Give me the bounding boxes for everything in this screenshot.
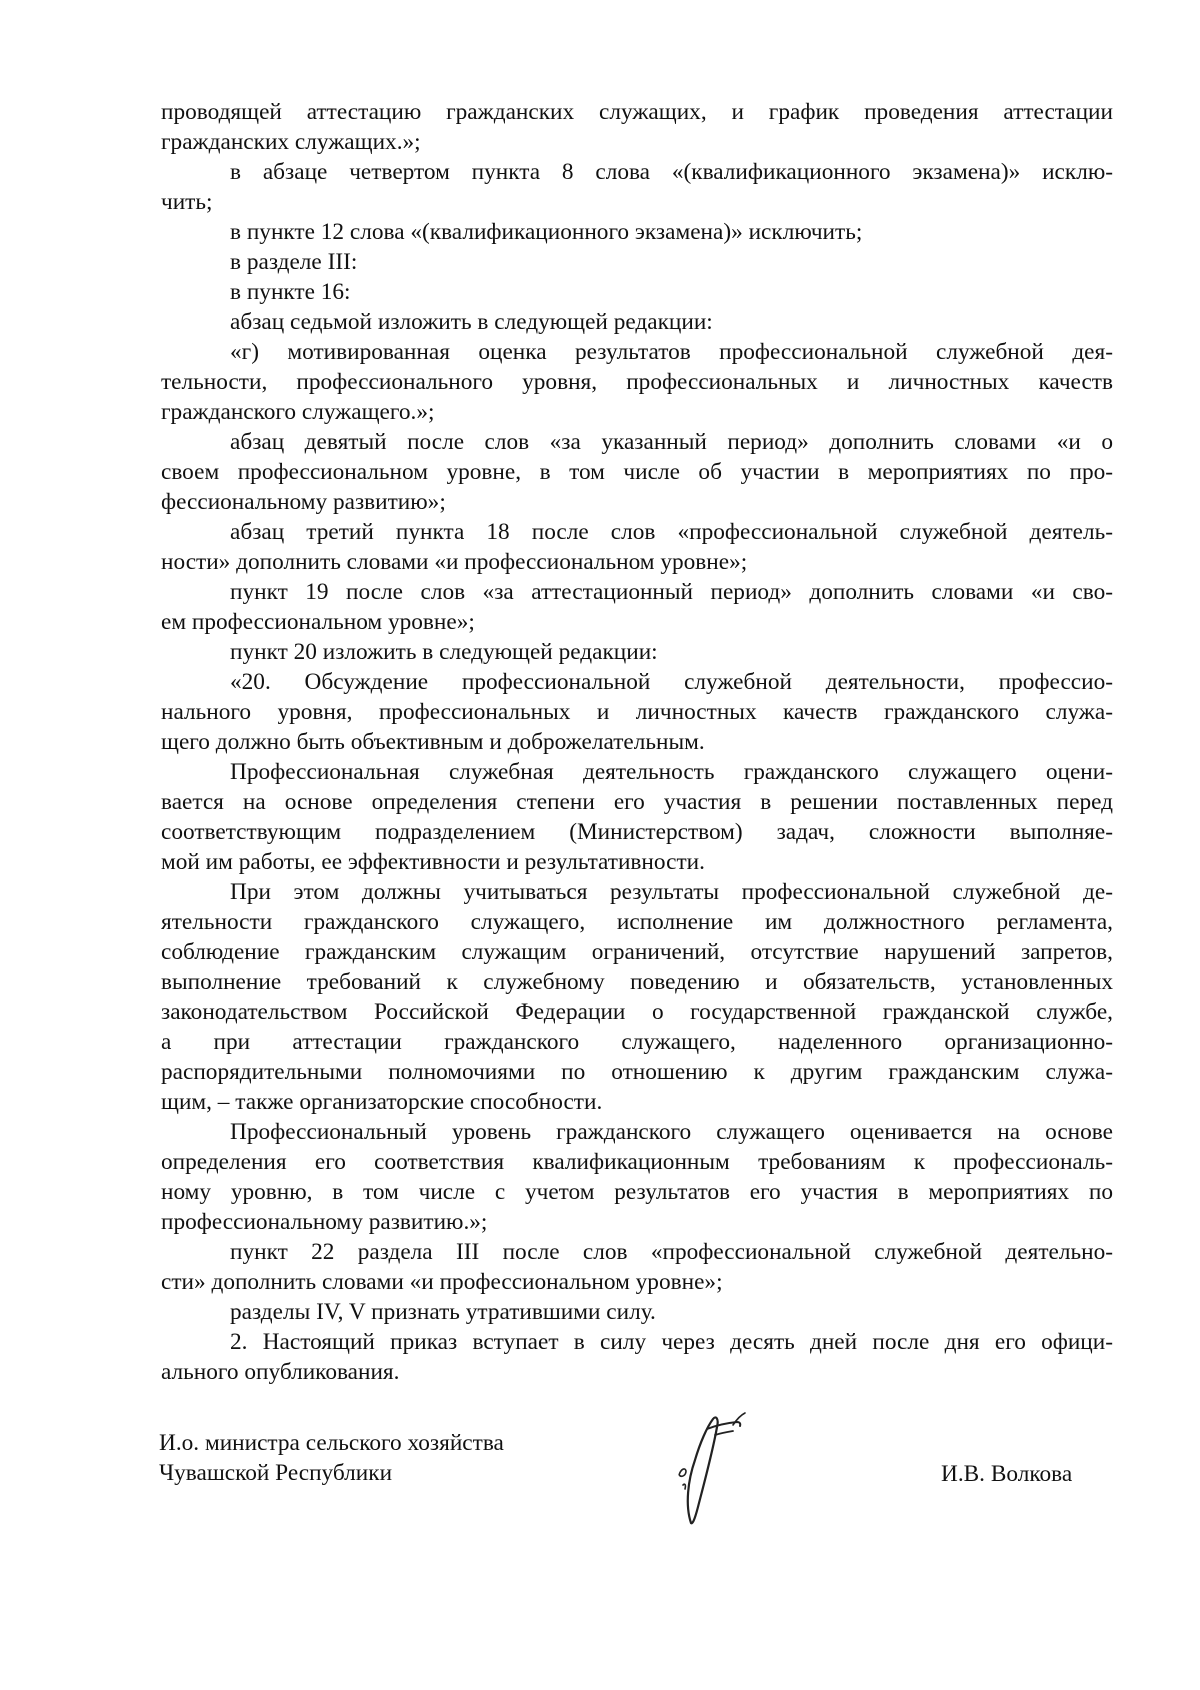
- paragraph: [161, 307, 1113, 337]
- paragraph-line: определения его соответствия квалификационным требованиям к профессиональ-: [161, 1149, 1113, 1175]
- paragraph: [161, 577, 1113, 637]
- paragraph-line: пункт 22 раздела III после слов «профессиональной служебной деятельно-: [230, 1239, 1113, 1265]
- paragraph: [161, 637, 1113, 667]
- paragraph-line: абзац девятый после слов «за указанный период» дополнить словами «и о: [230, 429, 1113, 455]
- paragraph-line: распорядительными полномочиями по отношению к другим гражданским служа-: [161, 1059, 1113, 1085]
- paragraph: [161, 1327, 1113, 1387]
- paragraph: [161, 277, 1113, 307]
- paragraph: [161, 877, 1113, 1117]
- paragraph-line: сти» дополнить словами «и профессиональном уровне»;: [161, 1269, 723, 1295]
- paragraph: [161, 1237, 1113, 1297]
- paragraph-line: При этом должны учитываться результаты профессиональной служебной де-: [230, 879, 1113, 905]
- paragraph-line: 2. Настоящий приказ вступает в силу через десять дней после дня его офици-: [230, 1329, 1113, 1355]
- paragraph: [161, 1117, 1113, 1237]
- paragraph: [161, 97, 1113, 157]
- paragraph-line: чить;: [161, 189, 213, 215]
- signatory-position-line-1: И.о. министра сельского хозяйства: [159, 1430, 504, 1456]
- document-body: [161, 97, 1113, 1387]
- paragraph-line: мой им работы, ее эффективности и результативности.: [161, 849, 705, 875]
- paragraph-line: ятельности гражданского служащего, исполнение им должностного регламента,: [161, 909, 1113, 935]
- paragraph-line: фессиональному развитию»;: [161, 489, 446, 515]
- paragraph-line: в пункте 16:: [230, 279, 351, 305]
- paragraph-line: вается на основе определения степени его участия в решении поставленных перед: [161, 789, 1113, 815]
- paragraph: [161, 337, 1113, 427]
- paragraph-line: гражданского служащего.»;: [161, 399, 435, 425]
- paragraph-line: своем профессиональном уровне, в том числе об участии в мероприятиях по про-: [161, 459, 1113, 485]
- paragraph-line: соблюдение гражданским служащим ограничений, отсутствие нарушений запретов,: [161, 939, 1113, 965]
- paragraph-line: в абзаце четвертом пункта 8 слова «(квалификационного экзамена)» исклю-: [230, 159, 1113, 185]
- paragraph-line: тельности, профессионального уровня, профессиональных и личностных качеств: [161, 369, 1113, 395]
- paragraph-line: пункт 20 изложить в следующей редакции:: [230, 639, 658, 665]
- signatory-name: И.В. Волкова: [941, 1461, 1073, 1487]
- paragraph-line: ального опубликования.: [161, 1359, 400, 1385]
- paragraph: [161, 157, 1113, 217]
- paragraph-line: ем профессиональном уровне»;: [161, 609, 475, 635]
- paragraph-line: нального уровня, профессиональных и личностных качеств гражданского служа-: [161, 699, 1113, 725]
- paragraph-line: ному уровню, в том числе с учетом результатов его участия в мероприятиях по: [161, 1179, 1113, 1205]
- paragraph-line: законодательством Российской Федерации о государственной гражданской службе,: [161, 999, 1113, 1025]
- paragraph-line: щего должно быть объективным и доброжелательным.: [161, 729, 705, 755]
- paragraph: [161, 1297, 1113, 1327]
- paragraph-line: разделы IV, V признать утратившими силу.: [230, 1299, 656, 1325]
- paragraph-line: в разделе III:: [230, 249, 358, 275]
- paragraph-line: гражданских служащих.»;: [161, 129, 421, 155]
- paragraph: [161, 517, 1113, 577]
- paragraph: [161, 247, 1113, 277]
- signatory-position-line-2: Чувашской Республики: [159, 1460, 393, 1486]
- paragraph: [161, 217, 1113, 247]
- paragraph-line: а при аттестации гражданского служащего, наделенного организационно-: [161, 1029, 1113, 1055]
- paragraph-line: соответствующим подразделением (Министерством) задач, сложности выполняе-: [161, 819, 1113, 845]
- paragraph-line: проводящей аттестацию гражданских служащих, и график проведения аттестации: [161, 99, 1113, 125]
- paragraph: [161, 667, 1113, 757]
- paragraph-line: Профессиональная служебная деятельность гражданского служащего оцени-: [230, 759, 1113, 785]
- paragraph-line: щим, – также организаторские способности.: [161, 1089, 603, 1115]
- paragraph-line: выполнение требований к служебному поведению и обязательств, установленных: [161, 969, 1113, 995]
- paragraph-line: абзац седьмой изложить в следующей редакции:: [230, 309, 713, 335]
- paragraph-line: в пункте 12 слова «(квалификационного экзамена)» исключить;: [230, 219, 863, 245]
- paragraph-line: абзац третий пункта 18 после слов «профессиональной служебной деятель-: [230, 519, 1113, 545]
- paragraph-line: Профессиональный уровень гражданского служащего оценивается на основе: [230, 1119, 1113, 1145]
- paragraph-line: «20. Обсуждение профессиональной служебной деятельности, профессио-: [230, 669, 1113, 695]
- paragraph: [161, 427, 1113, 517]
- signatory-position: [159, 1428, 504, 1488]
- paragraph-line: профессиональному развитию.»;: [161, 1209, 488, 1235]
- paragraph-line: ности» дополнить словами «и профессиональном уровне»;: [161, 549, 748, 575]
- handwritten-signature: [655, 1405, 755, 1530]
- paragraph-line: пункт 19 после слов «за аттестационный период» дополнить словами «и сво-: [230, 579, 1113, 605]
- paragraph: [161, 757, 1113, 877]
- paragraph-line: «г) мотивированная оценка результатов профессиональной служебной дея-: [230, 339, 1113, 365]
